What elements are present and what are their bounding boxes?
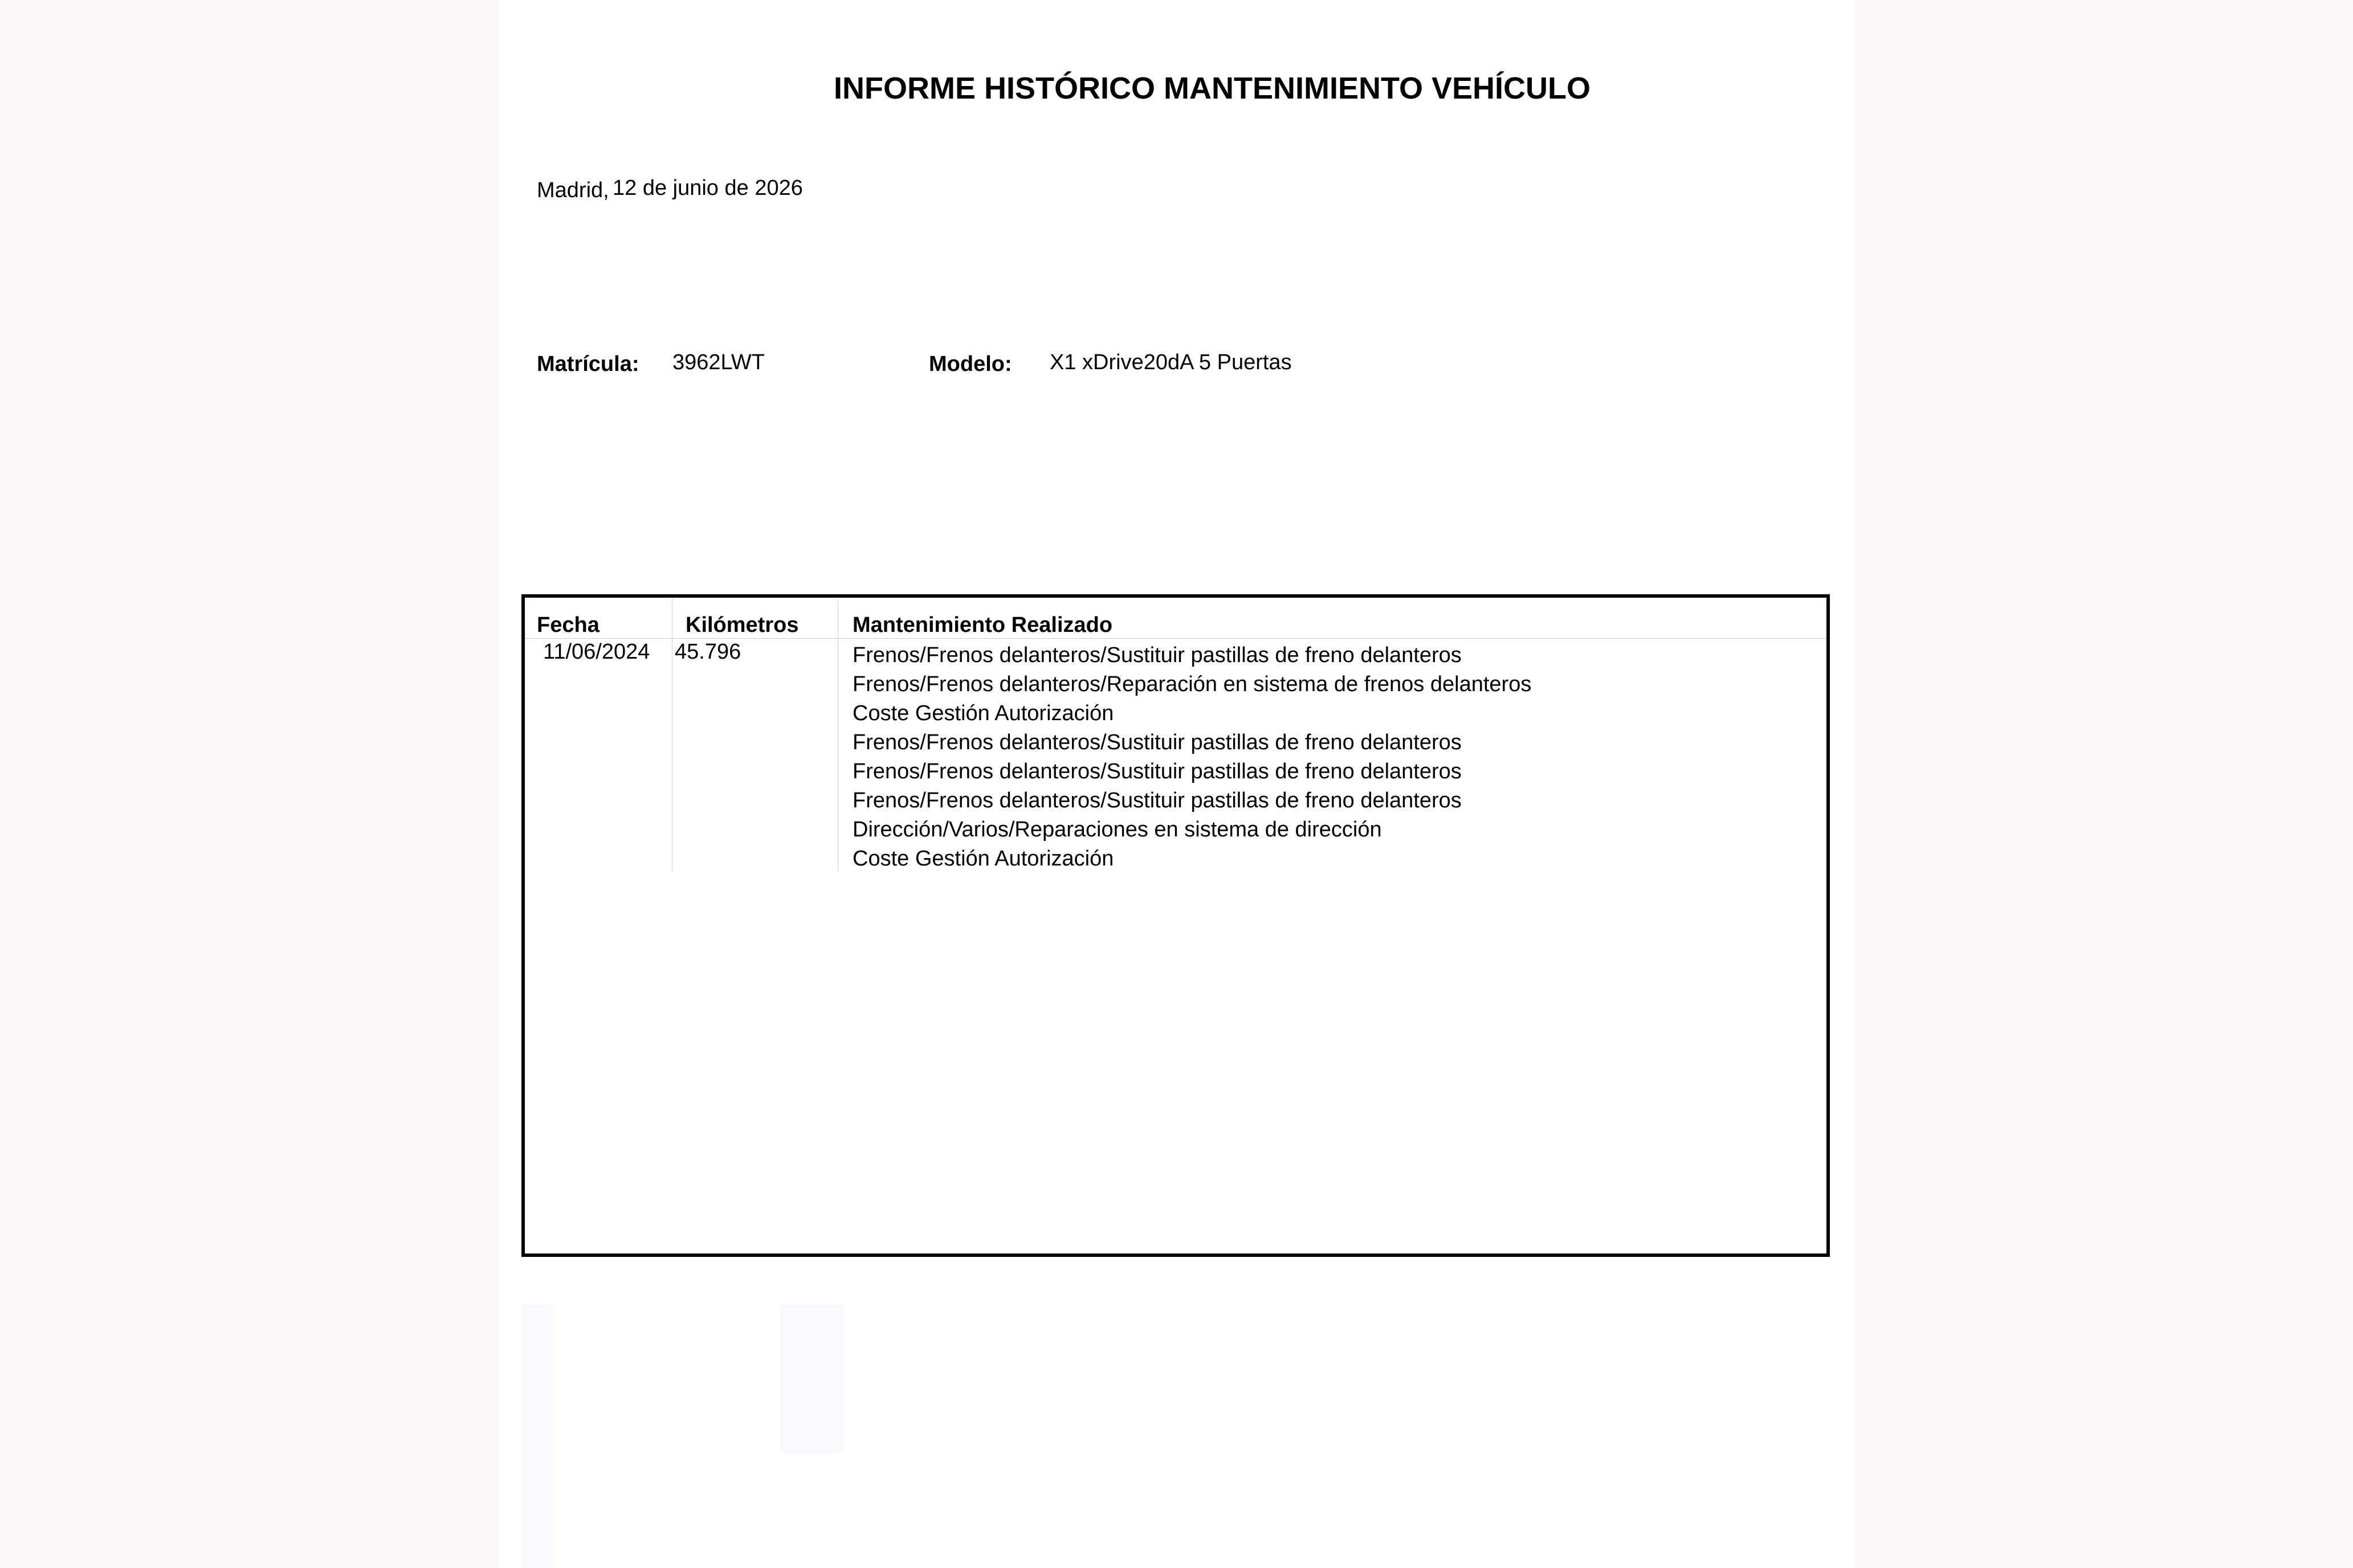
plate-label: Matrícula: [537, 352, 639, 376]
plate-value: 3962LWT [672, 350, 765, 374]
report-title [499, 71, 1855, 106]
maintenance-item: Frenos/Frenos delanteros/Sustituir pastillas de freno delanteros [853, 760, 1462, 783]
model-label: Modelo: [929, 352, 1012, 376]
header-divider [525, 638, 1826, 639]
report-title-text: INFORME HISTÓRICO MANTENIMIENTO VEHÍCULO [833, 71, 1591, 105]
header-km: Kilómetros [686, 613, 799, 637]
faint-mark-left [521, 1305, 553, 1568]
maintenance-item: Frenos/Frenos delanteros/Reparación en sistema de frenos delanteros [853, 672, 1532, 696]
header-date: Fecha [537, 613, 600, 637]
row-date: 11/06/2024 [543, 640, 650, 664]
maintenance-item: Frenos/Frenos delanteros/Sustituir pastillas de freno delanteros [853, 643, 1462, 667]
model-value: X1 xDrive20dA 5 Puertas [1050, 350, 1292, 374]
place-label: Madrid, [537, 178, 609, 202]
maintenance-item: Coste Gestión Autorización [853, 847, 1114, 871]
maintenance-table [521, 594, 1830, 1257]
report-date: 12 de junio de 2026 [613, 176, 803, 200]
maintenance-item: Dirección/Varios/Reparaciones en sistema de dirección [853, 818, 1382, 842]
report-page [499, 0, 1855, 1568]
faint-mark-right [781, 1305, 843, 1453]
maintenance-item: Coste Gestión Autorización [853, 701, 1114, 725]
header-maintenance: Mantenimiento Realizado [853, 613, 1113, 637]
maintenance-list [853, 641, 1531, 873]
maintenance-item: Frenos/Frenos delanteros/Sustituir pastillas de freno delanteros [853, 730, 1462, 754]
row-km: 45.796 [675, 640, 741, 664]
maintenance-item: Frenos/Frenos delanteros/Sustituir pastillas de freno delanteros [853, 789, 1462, 812]
